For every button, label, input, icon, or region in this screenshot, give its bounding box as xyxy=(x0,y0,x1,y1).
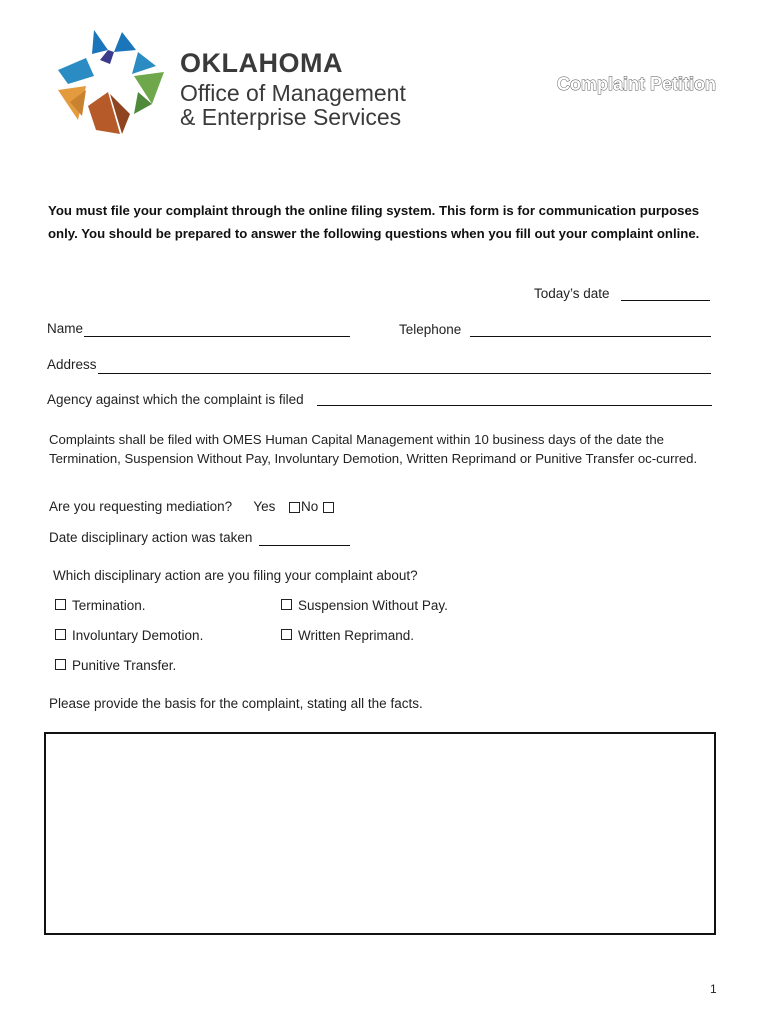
mediation-yes-checkbox[interactable] xyxy=(289,502,300,513)
name-field[interactable] xyxy=(84,336,350,337)
termination-label: Termination. xyxy=(72,598,146,613)
org-name-line1: OKLAHOMA xyxy=(180,48,343,78)
oklahoma-star-logo-icon xyxy=(52,28,170,140)
telephone-label: Telephone xyxy=(399,322,462,337)
page-number: 1 xyxy=(710,982,717,996)
logo-facet-top-left xyxy=(92,30,108,54)
deadline-note: Complaints shall be filed with OMES Human Capital Management within 10 business days of the date the Termination, Suspension Without Pay, Involuntary Demotion, Written Reprimand or Punitive Transfer oc-curred. xyxy=(49,432,698,466)
basis-prompt: Please provide the basis for the complaint, stating all the facts. xyxy=(49,696,423,711)
instructions-text: You must file your complaint through the online filing system. This form is for communication purposes only. You should be prepared to answer the following questions when you fill out your complaint online. xyxy=(48,203,700,241)
logo-facet-right-blue xyxy=(132,52,156,74)
mediation-question: Are you requesting mediation? xyxy=(49,499,233,514)
option-transfer[interactable] xyxy=(55,658,176,673)
agency-label: Agency against which the complaint is filed xyxy=(47,392,304,407)
mediation-no-label: No xyxy=(301,499,319,514)
demotion-checkbox[interactable] xyxy=(55,629,66,640)
todays-date-field[interactable] xyxy=(621,300,710,301)
complaint-basis-textarea[interactable] xyxy=(44,732,716,935)
option-suspension[interactable] xyxy=(281,598,448,613)
logo-facet-bottom-brown xyxy=(88,92,120,134)
org-name-line2: Office of Management xyxy=(180,80,406,106)
option-termination[interactable] xyxy=(55,598,146,613)
reprimand-label: Written Reprimand. xyxy=(298,628,415,643)
reprimand-checkbox[interactable] xyxy=(281,629,292,640)
logo-facet-left-blue xyxy=(58,58,94,84)
date-action-field[interactable] xyxy=(259,545,350,546)
transfer-checkbox[interactable] xyxy=(55,659,66,670)
transfer-label: Punitive Transfer. xyxy=(72,658,177,673)
option-demotion[interactable] xyxy=(55,628,203,643)
address-field[interactable] xyxy=(98,373,711,374)
action-question: Which disciplinary action are you filing your complaint about? xyxy=(53,568,418,583)
name-label: Name xyxy=(47,321,84,336)
suspension-checkbox[interactable] xyxy=(281,599,292,610)
todays-date-label: Today’s date xyxy=(534,286,610,301)
address-label: Address xyxy=(47,357,97,372)
logo-facet-top-mid xyxy=(100,50,114,64)
mediation-no-checkbox[interactable] xyxy=(323,502,334,513)
document-title: Complaint Petition xyxy=(557,74,716,94)
logo-facet-top-right xyxy=(114,32,136,52)
mediation-yes-label: Yes xyxy=(253,499,276,514)
option-reprimand[interactable] xyxy=(281,628,414,643)
mediation-row xyxy=(49,499,275,514)
suspension-label: Suspension Without Pay. xyxy=(298,598,448,613)
org-name-line3: & Enterprise Services xyxy=(180,104,402,130)
termination-checkbox[interactable] xyxy=(55,599,66,610)
telephone-field[interactable] xyxy=(470,336,711,337)
agency-field[interactable] xyxy=(317,405,712,406)
date-action-label: Date disciplinary action was taken xyxy=(49,530,253,545)
demotion-label: Involuntary Demotion. xyxy=(72,628,204,643)
